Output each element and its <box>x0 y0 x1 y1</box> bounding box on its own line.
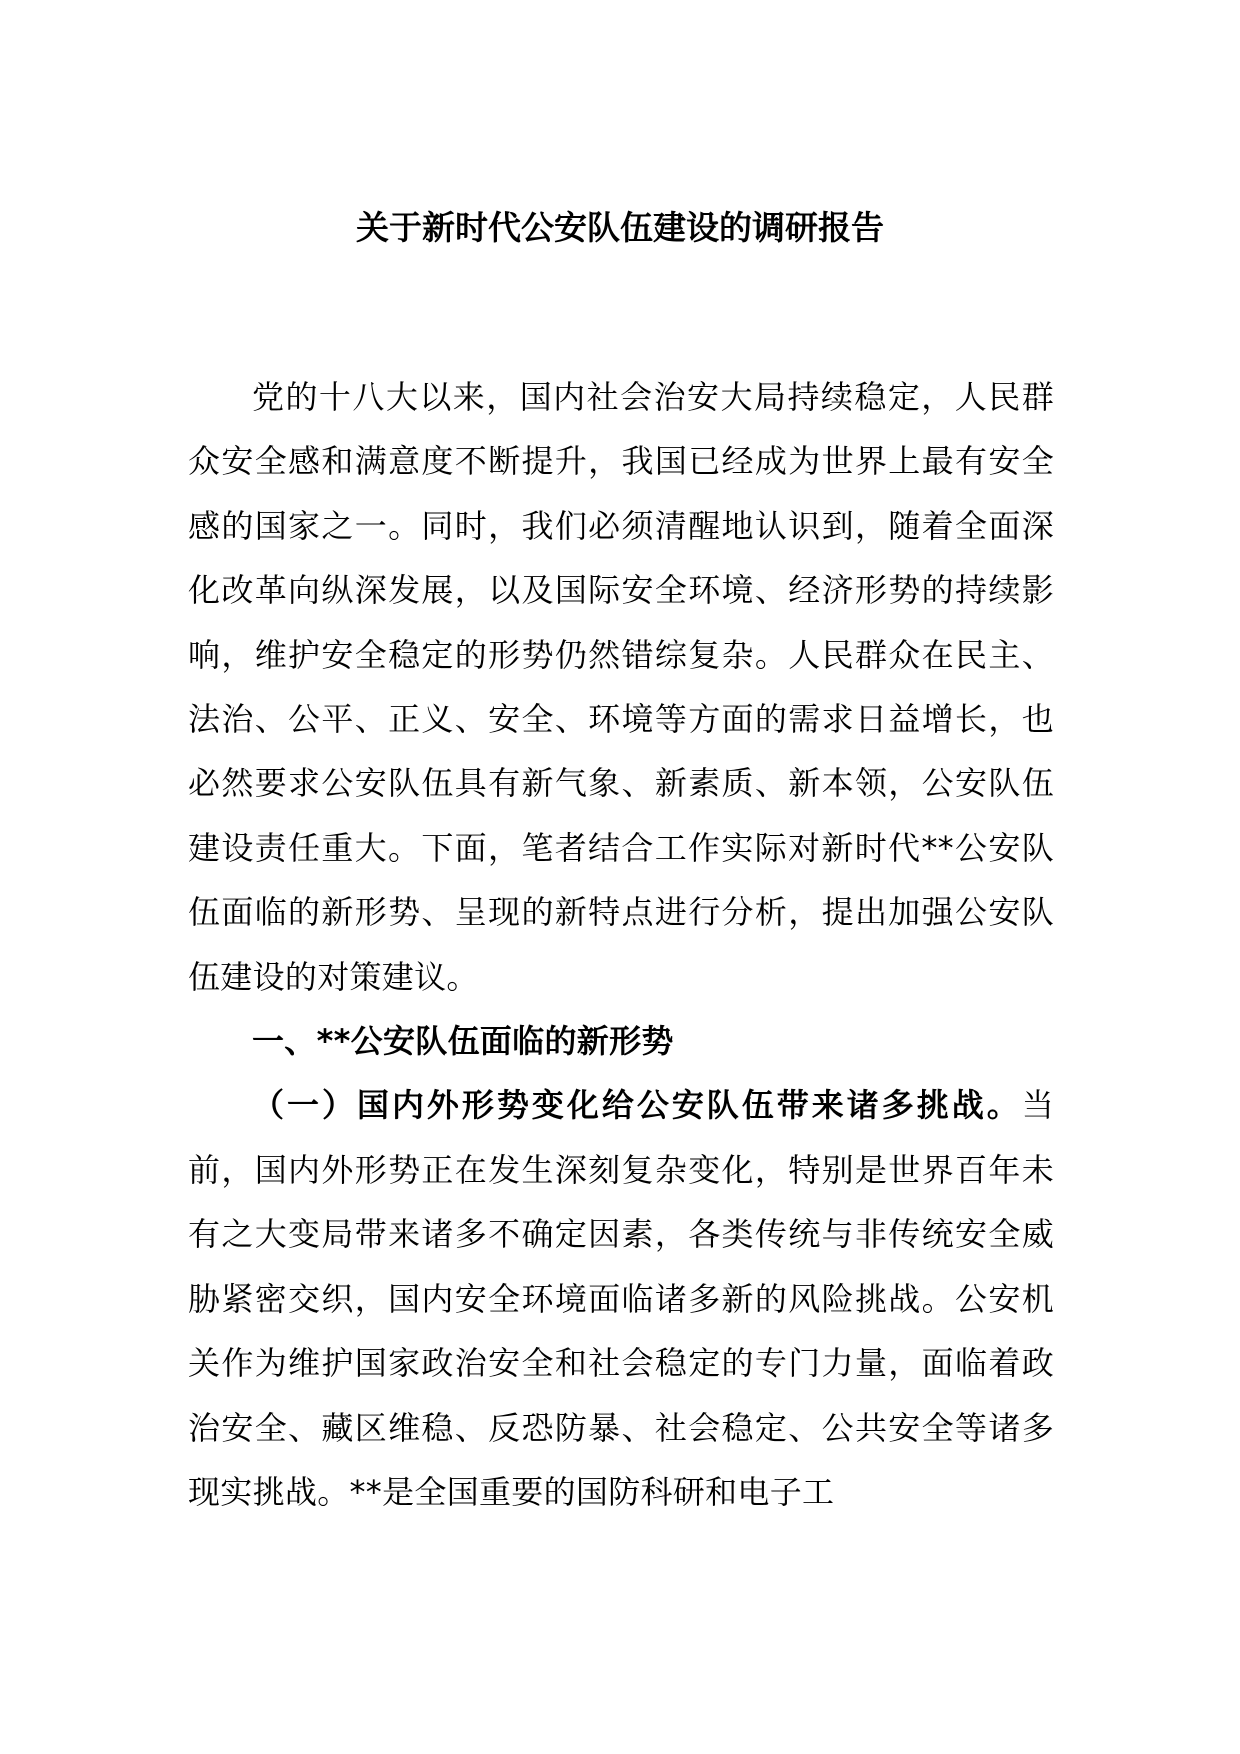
subsection-body-text: 当前，国内外形势正在发生深刻复杂变化，特别是世界百年未有之大变局带来诸多不确定因素，各类传统与非传统安全威胁紧密交织，国内安全环境面临诸多新的风险挑战。公安机关作为维护国家政治安全和社会稳定的专门力量，面临着政治安全、藏区维稳、反恐防暴、社会稳定、公共安全等诸多现实挑战。**是全国重要的国防科研和电子工 <box>188 1086 1054 1511</box>
subsection-paragraph <box>188 1073 1054 1524</box>
subsection-lead-heading: （一）国内外形势变化给公安队伍带来诸多挑战。 <box>252 1086 1022 1125</box>
section-heading: 一、**公安队伍面临的新形势 <box>252 1022 674 1061</box>
document-title: 关于新时代公安队伍建设的调研报告 <box>356 208 884 247</box>
document-body <box>188 365 1054 1524</box>
intro-paragraph: 党的十八大以来，国内社会治安大局持续稳定，人民群众安全感和满意度不断提升，我国已经成为世界上最有安全感的国家之一。同时，我们必须清醒地认识到，随着全面深化改革向纵深发展，以及国际安全环境、经济形势的持续影响，维护安全稳定的形势仍然错综复杂。人民群众在民主、法治、公平、正义、安全、环境等方面的需求日益增长，也必然要求公安队伍具有新气象、新素质、新本领，公安队伍建设责任重大。下面，笔者结合工作实际对新时代**公安队伍面临的新形势、呈现的新特点进行分析，提出加强公安队伍建设的对策建议。 <box>188 378 1054 996</box>
